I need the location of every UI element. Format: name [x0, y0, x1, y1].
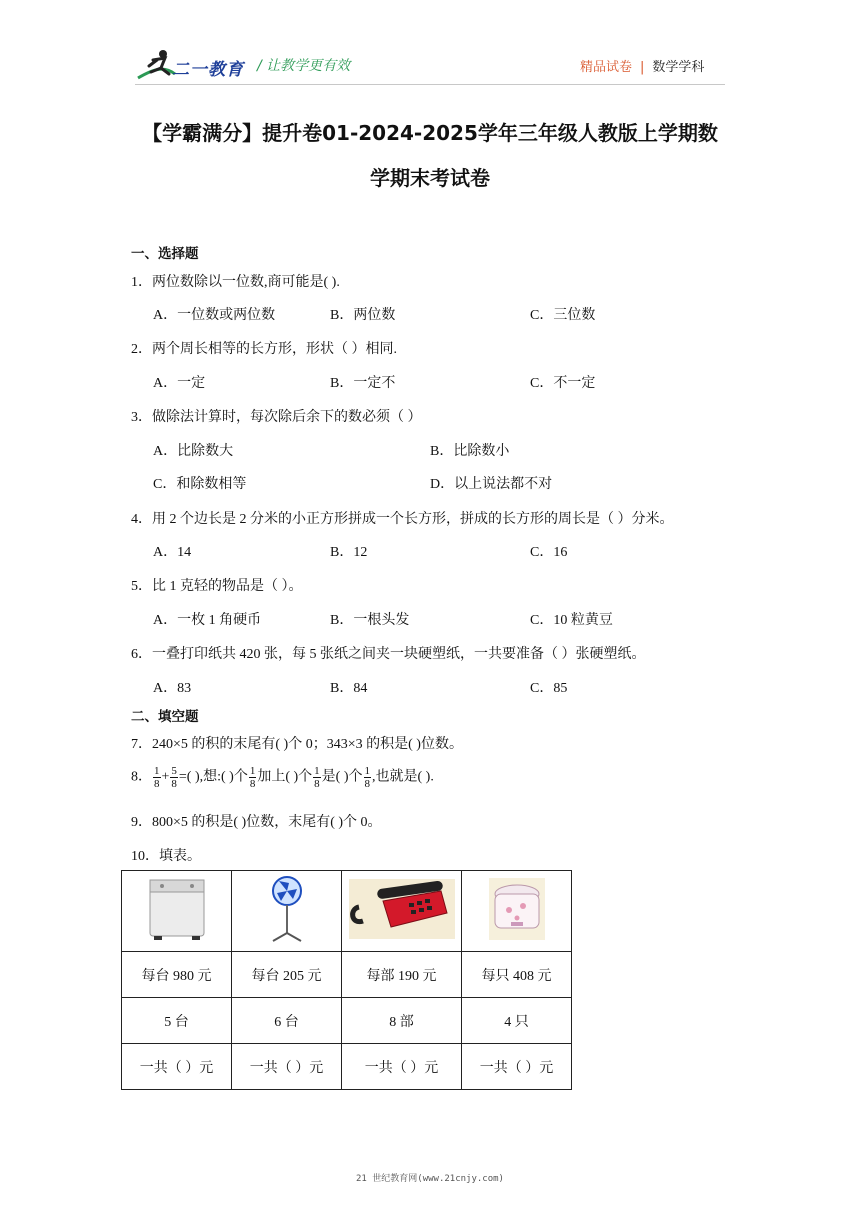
- q6-option-b: B．84: [330, 681, 368, 696]
- cell-image: [232, 871, 342, 952]
- washing-machine-icon: [146, 876, 208, 942]
- electric-fan-icon: [267, 875, 307, 943]
- total-cell: 一共（ ）元: [342, 1044, 462, 1090]
- logo-text: 二一教育: [172, 60, 244, 80]
- q3-option-d: D．以上说法都不对: [430, 477, 553, 492]
- q5-option-c: C．10 粒黄豆: [530, 613, 613, 628]
- q5-option-b: B．一根头发: [330, 613, 410, 628]
- price-cell: 每台 980 元: [122, 952, 232, 998]
- fraction: $\frac{5}{8}$: [171, 765, 177, 790]
- question-5: 5．比 1 克轻的物品是（ ）。: [131, 579, 303, 594]
- q8-text-4: ,也就是( ).: [372, 769, 434, 785]
- q1-option-b: B．两位数: [330, 308, 396, 323]
- question-3: 3．做除法计算时，每次除后余下的数必须（ ）: [131, 410, 422, 425]
- price-cell: 每只 408 元: [462, 952, 572, 998]
- cell-image: [342, 871, 462, 952]
- fraction: $\frac{1}{8}$: [314, 765, 320, 790]
- q4-option-a: A．14: [153, 545, 192, 560]
- price-cell: 每台 205 元: [232, 952, 342, 998]
- question-6: 6．一叠打印纸共 420 张，每 5 张纸之间夹一块硬塑纸，一共要准备（ ）张硬塑纸。: [131, 647, 646, 662]
- q6-option-c: C．85: [530, 681, 568, 696]
- plus-sign: +: [161, 769, 170, 785]
- quantity-cell: 5 台: [122, 998, 232, 1044]
- question-9: 9．800×5 的积是( )位数，末尾有( )个 0。: [131, 815, 382, 830]
- q8-number: 8．: [131, 769, 152, 785]
- total-cell: 一共（ ）元: [462, 1044, 572, 1090]
- label-subject: 数学学科: [652, 60, 705, 75]
- q1-option-c: C．三位数: [530, 308, 596, 323]
- fraction: $\frac{1}{8}$: [249, 765, 256, 790]
- question-8: [131, 765, 434, 790]
- q8-text-1: =( ),想:( )个: [178, 769, 248, 785]
- q3-option-b: B．比除数小: [430, 444, 510, 459]
- quantity-cell: 6 台: [232, 998, 342, 1044]
- q3-option-a: A．比除数大: [153, 444, 234, 459]
- cell-image: [122, 871, 232, 952]
- label-premium-exam: 精品试卷: [580, 60, 633, 75]
- header-separator: |: [640, 60, 645, 75]
- question-10: 10．填表。: [131, 849, 201, 864]
- page-footer: 21 世纪教育网(www.21cnjy.com): [356, 1174, 504, 1184]
- q8-text-3: 是( )个: [321, 769, 363, 785]
- quantity-cell: 8 部: [342, 998, 462, 1044]
- cell-image: [462, 871, 572, 952]
- q5-option-a: A．一枚 1 角硬币: [153, 613, 262, 628]
- page-title-line2: 学期末考试卷: [370, 166, 490, 190]
- section-heading-choice: 一、选择题: [131, 246, 199, 262]
- fill-table: [121, 870, 572, 1090]
- quantity-cell: 4 只: [462, 998, 572, 1044]
- q2-option-b: B．一定不: [330, 376, 396, 391]
- q3-option-c: C．和除数相等: [153, 477, 247, 492]
- q2-option-c: C．不一定: [530, 376, 596, 391]
- q4-option-b: B．12: [330, 545, 368, 560]
- fraction: $\frac{1}{8}$: [154, 765, 160, 790]
- price-cell: 每部 190 元: [342, 952, 462, 998]
- rice-cooker-icon: [489, 878, 545, 940]
- header-labels: [580, 56, 704, 75]
- question-2: 2．两个周长相等的长方形，形状（ ）相同.: [131, 342, 397, 357]
- total-cell: 一共（ ）元: [232, 1044, 342, 1090]
- slogan: / 让教学更有效: [257, 58, 351, 74]
- q2-option-a: A．一定: [153, 376, 206, 391]
- telephone-icon: [349, 879, 455, 939]
- question-7: 7．240×5 的积的末尾有( )个 0；343×3 的积是( )位数。: [131, 737, 463, 752]
- q1-option-a: A．一位数或两位数: [153, 308, 276, 323]
- header-divider: [135, 84, 725, 85]
- question-4: 4．用 2 个边长是 2 分米的小正方形拼成一个长方形，拼成的长方形的周长是（ ）分米。: [131, 512, 674, 527]
- section-heading-fill: 二、填空题: [131, 709, 199, 725]
- q8-text-2: 加上( )个: [257, 769, 313, 785]
- total-cell: 一共（ ）元: [122, 1044, 232, 1090]
- q6-option-a: A．83: [153, 681, 192, 696]
- fraction: $\frac{1}{8}$: [364, 765, 370, 790]
- q4-option-c: C．16: [530, 545, 568, 560]
- page-title-line1: 【学霸满分】提升卷01-2024-2025学年三年级人教版上学期数: [142, 121, 718, 145]
- question-1: 1．两位数除以一位数,商可能是( ).: [131, 275, 340, 290]
